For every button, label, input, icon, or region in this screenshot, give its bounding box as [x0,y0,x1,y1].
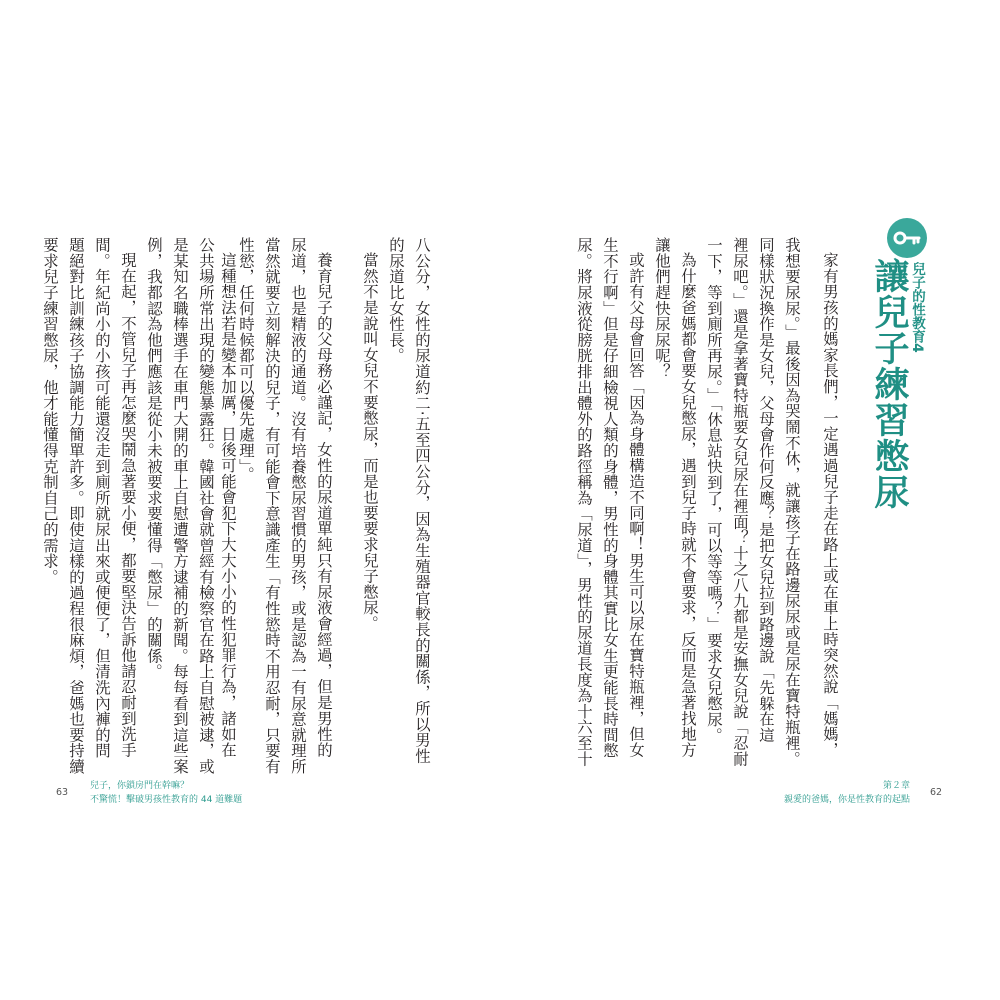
paragraph-line: 尿。將尿液從膀胱排出體外的路徑稱為「尿道」，男性的尿道長度為十六至十 [575,237,593,767]
paragraph-indent-line: 或許有父母會回答「因為身體構造不同啊！男生可以尿在寶特瓶裡，但女 [627,252,645,758]
running-head [90,779,242,807]
paragraph-line: 間。年紀尚小的小孩可能還沒走到廁所就尿出來或便便了，但清洗內褲的問 [93,237,111,759]
page-number: 62 [930,787,943,798]
key-badge [887,218,927,258]
paragraph-line: 要求兒子練習憋尿，他才能懂得克制自己的需求。 [41,237,59,585]
paragraph-indent-line: 現在起，不管兒子再怎麼哭鬧急著要小便，都要堅決告訴他請忍耐到洗手 [119,252,137,758]
paragraph-line: 我想要尿尿。」最後因為哭鬧不休，就讓孩子在路邊尿尿或是尿在寶特瓶裡。 [783,237,801,767]
running-head [784,779,910,807]
paragraph-line: 裡尿吧。」還是拿著寶特瓶要女兒尿在裡面？十之八九都是安撫女兒說「忍耐 [731,237,749,767]
paragraph-indent-line: 這種想法若是變本加厲，日後可能會犯下大大小小的性犯罪行為，諸如在 [219,252,237,758]
running-head-book-title: 兒子，你鎖房門在幹嘛？ [90,781,190,791]
chapter-heading [869,218,930,510]
paragraph-line: 一下，等到廁所再尿。」「休息站快到了，可以等等嗎？」要求女兒憋尿。 [705,237,723,743]
running-head-chapter: 第２章 [882,781,910,791]
paragraph-indent-line: 養育兒子的父母務必謹記，女性的尿道單純只有尿液會經過，但是男性的 [315,252,333,758]
paragraph-line: 性慾，任何時候都可以優先處理」。 [237,237,255,483]
paragraph-line: 題絕對比訓練孩子協調能力簡單許多。即使這樣的過程很麻煩，爸媽也要持續 [67,237,85,775]
right-page [500,0,1000,1000]
series-label [909,262,925,353]
series-label-text: 兒子的性教育 [909,262,925,343]
paragraph-indent-line: 當然不是說叫女兒不要憋尿，而是也要要求兒子憋尿。 [361,252,379,632]
series-number: 4 [909,343,925,353]
paragraph-line: 讓他們趕快尿尿呢？ [653,237,671,380]
paragraph-indent-line: 為什麼爸媽都會要女兒憋尿，遇到兒子時就不會要求，反而是急著找地方 [679,252,697,758]
paragraph-line: 當然就要立刻解決的兒子，有可能會下意識產生「有性慾時不用忍耐，只要有 [263,237,281,775]
paragraph-line: 例，我都認為他們應該是從小未被要求要懂得「憋尿」的關係。 [145,237,163,680]
paragraph-line: 公共場所常出現的變態暴露狂。韓國社會就曾經有檢察官在路上自慰被逮，或 [197,237,215,775]
paragraph-line: 的尿道比女性長。 [387,237,405,364]
paragraph-indent-line: 家有男孩的媽家長們，一定遇過兒子走在路上或在車上時突然說「媽媽， [821,252,839,758]
chapter-title: 讓兒子練習憋尿 [869,258,909,510]
running-head-title: 親愛的爸媽，你是性教育的起點 [783,795,910,805]
paragraph-line: 生不行啊」但是仔細檢視人類的身體，男性的身體其實比女生更能長時間憋 [601,237,619,759]
paragraph-line: 尿道，也是精液的通道。沒有培養憋尿習慣的男孩，或是認為一有尿意就理所 [289,237,307,775]
paragraph-line: 是某知名職棒選手在車門大開的車上自慰遭警方逮補的新聞。每每看到這些案 [171,237,189,775]
key-icon [887,218,927,258]
paragraph-line: 同樣狀況換作是女兒，父母會作何反應？是把女兒拉到路邊說「先躲在這 [757,237,775,743]
paragraph-line: 八公分，女性的尿道約二‧五至四公分，因為生殖器官較長的關係，所以男性 [413,237,431,764]
running-head-subtitle: 不驚慌！擊破男孩性教育的 44 道難題 [90,795,243,805]
page-number: 63 [56,787,69,798]
